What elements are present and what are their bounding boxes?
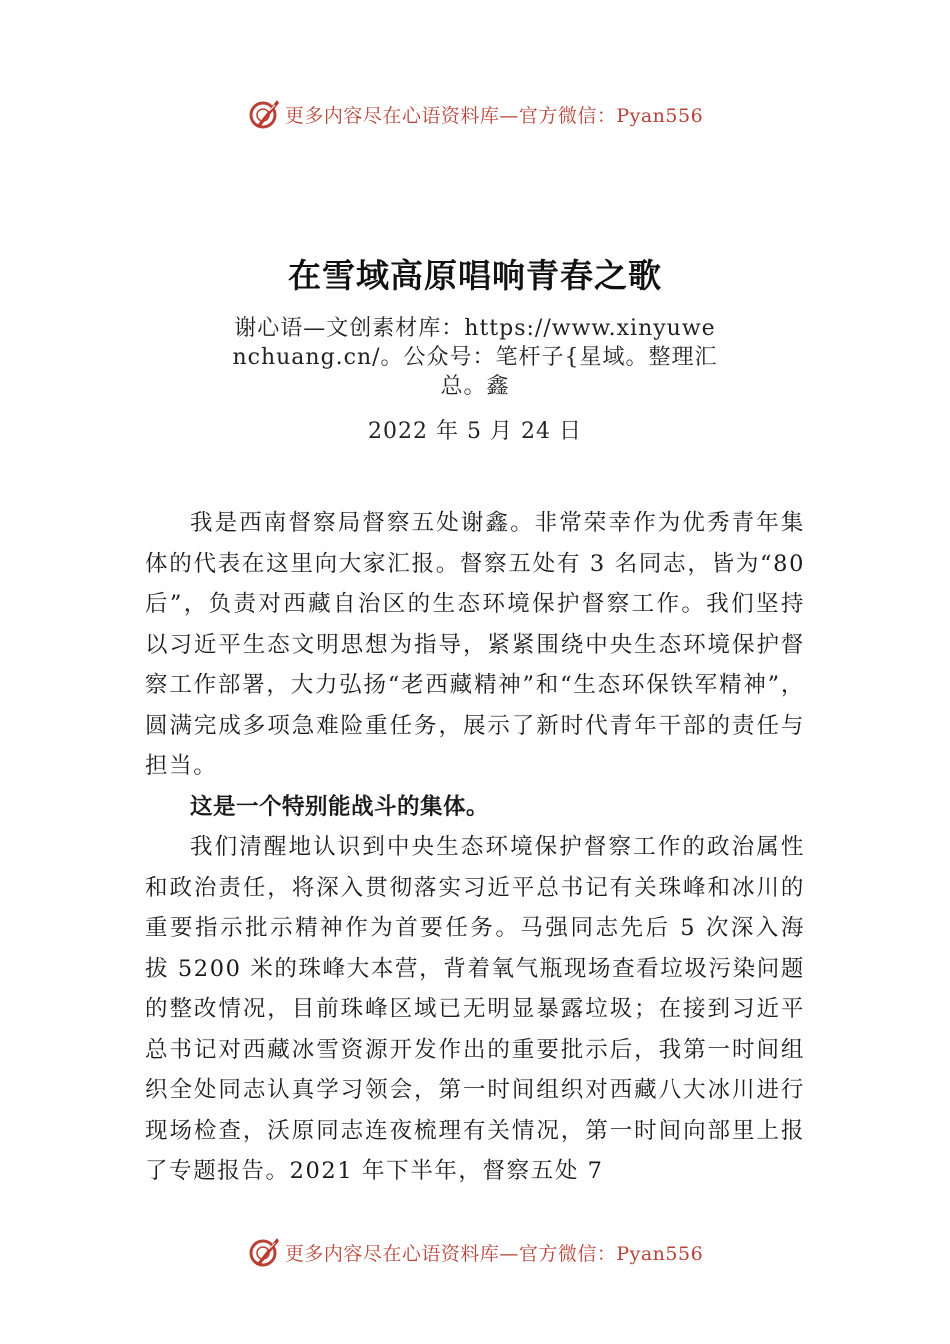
banner-text: 更多内容尽在心语资料库—官方微信：Pyan556 [284,104,704,127]
document-date: 2022 年 5 月 24 日 [368,419,582,444]
quill-seal-icon [247,1235,281,1269]
header-banner [0,94,950,134]
section-heading: 这是一个特别能战斗的集体。 [190,793,490,820]
paragraph-work: 我们清醒地认识到中央生态环境保护督察工作的政治属性和政治责任，将深入贯彻落实习近平总书记有关珠峰和冰川的重要指示批示精神作为首要任务。马强同志先后 5 次深入海拔 5200 米的珠峰大本营，背着氧气瓶现场查看垃圾污染问题的整改情况，目前珠峰区域已无明显暴露垃圾；在接到习近平总书记对西藏冰雪资源开发作出的重要批示后，我第一时间组织全处同志认真学习领会，第一时间组织对西藏八大冰川进行现场检查，沃原同志连夜梳理有关情况，第一时间向部里上报了专题报告。2021 年下半年，督察五处 7 [145,834,805,1184]
source-line: 谢心语—文创素材库：https://www.xinyuwenchuang.cn/。公众号：笔杆子{星域。整理汇总。鑫 [232,316,718,399]
quill-seal-icon [247,97,281,131]
paragraph-intro: 我是西南督察局督察五处谢鑫。非常荣幸作为优秀青年集体的代表在这里向大家汇报。督察五处有 3 名同志，皆为“80 后”，负责对西藏自治区的生态环境保护督察工作。我们坚持以习近平生态文明思想为指导，紧紧围绕中央生态环境保护督察工作部署，大力弘扬“老西藏精神”和“生态环保铁军精神”，圆满完成多项急难险重任务，展示了新时代青年干部的责任与担当。 [145,510,805,779]
document-body [145,503,805,1192]
banner-text: 更多内容尽在心语资料库—官方微信：Pyan556 [284,1242,704,1265]
document-title: 在雪域高原唱响青春之歌 [288,256,662,295]
footer-banner [0,1232,950,1272]
